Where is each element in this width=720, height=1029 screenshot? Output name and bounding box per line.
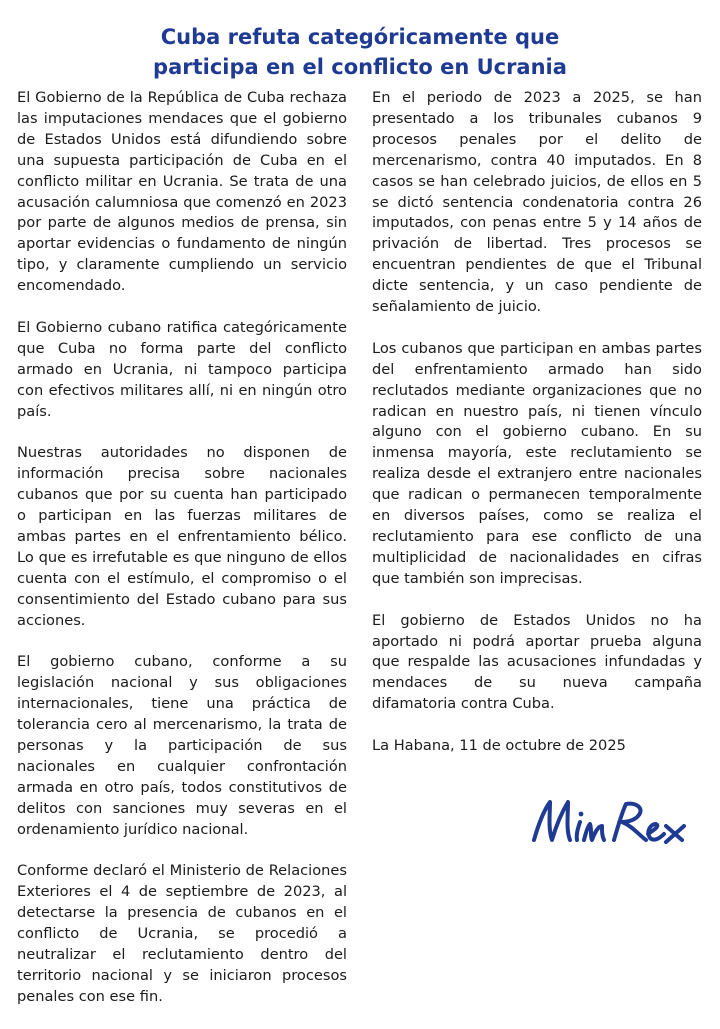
title-line-2: participa en el conflicto en Ucrania: [153, 55, 567, 79]
paragraph: El gobierno de Estados Unidos no ha aportado ni podrá aportar prueba alguna que respalde las acusaciones infundadas y mendaces de su nueva campaña difamatoria contra Cuba.: [372, 611, 702, 713]
paragraph: El Gobierno de la República de Cuba rechaza las imputaciones mendaces que el gobierno de Estados Unidos está difundiendo sobre una supuesta participación de Cuba en el conflicto militar en Ucrania. Se trata de una acusación calumniosa que comenzó en 2023 por parte de algunos medios de prensa, sin aportar evidencias o fundamento de ningún tipo, y claramente cumpliendo un servicio encomendado.: [17, 89, 347, 295]
minrex-signature: [528, 796, 690, 846]
paragraph: El gobierno cubano, conforme a su legislación nacional y sus obligaciones internacionales, tiene una práctica de tolerancia cero al mercenarismo, la trata de personas y la participación de sus nacionales en cualquier confrontación armada en otro país, todos constitutivos de delitos con sanciones muy severas en el ordenamiento jurídico nacional.: [17, 653, 347, 838]
paragraph: El Gobierno cubano ratifica categóricamente que Cuba no forma parte del conflicto armado en Ucrania, ni tampoco participa con efectivos militares allí, ni en ningún otro país.: [17, 318, 347, 420]
paragraph: Los cubanos que participan en ambas partes del enfrentamiento armado han sido reclutados mediante organizaciones que no radican en nuestro país, ni tienen vínculo alguno con el gobierno cubano. En su inmensa mayoría, este reclutamiento se realiza desde el extranjero entre nacionales que radican o permanecen temporalmente en diversos países, como se realiza el reclutamiento para ese conflicto de una multiplicidad de nacionalidades en cifras que también son imprecisas.: [372, 339, 702, 587]
paragraph: Conforme declaró el Ministerio de Relaciones Exteriores el 4 de septiembre de 2023, al detectarse la presencia de cubanos en el conflicto de Ucrania, se procedió a neutralizar el reclutamiento dentro del territorio nacional y se iniciaron procesos penales con ese fin.: [17, 862, 347, 1005]
document-title: [0, 22, 720, 82]
place-date: La Habana, 11 de octubre de 2025: [372, 737, 626, 755]
right-column: [372, 88, 702, 778]
paragraph: En el periodo de 2023 a 2025, se han presentado a los tribunales cubanos 9 procesos penales por el delito de mercenarismo, contra 40 imputados. En 8 casos se han celebrado juicios, de ellos en 5 se dictó sentencia condenatoria contra 26 imputados, con penas entre 5 y 14 años de privación de libertad. Tres procesos se encuentran pendientes de que el Tribunal dicte sentencia, y un caso pendiente de señalamiento de juicio.: [372, 89, 702, 316]
signature-logo-icon: [528, 796, 690, 846]
left-column: [17, 88, 347, 1029]
paragraph: Nuestras autoridades no disponen de información precisa sobre nacionales cubanos que por su cuenta han participado o participan en las fuerzas militares de ambas partes en el enfrentamiento bélico. Lo que es irrefutable es que ninguno de ellos cuenta con el estímulo, el compromiso o el consentimiento del Estado cubano para sus acciones.: [17, 444, 347, 629]
title-line-1: Cuba refuta categóricamente que: [160, 25, 560, 49]
